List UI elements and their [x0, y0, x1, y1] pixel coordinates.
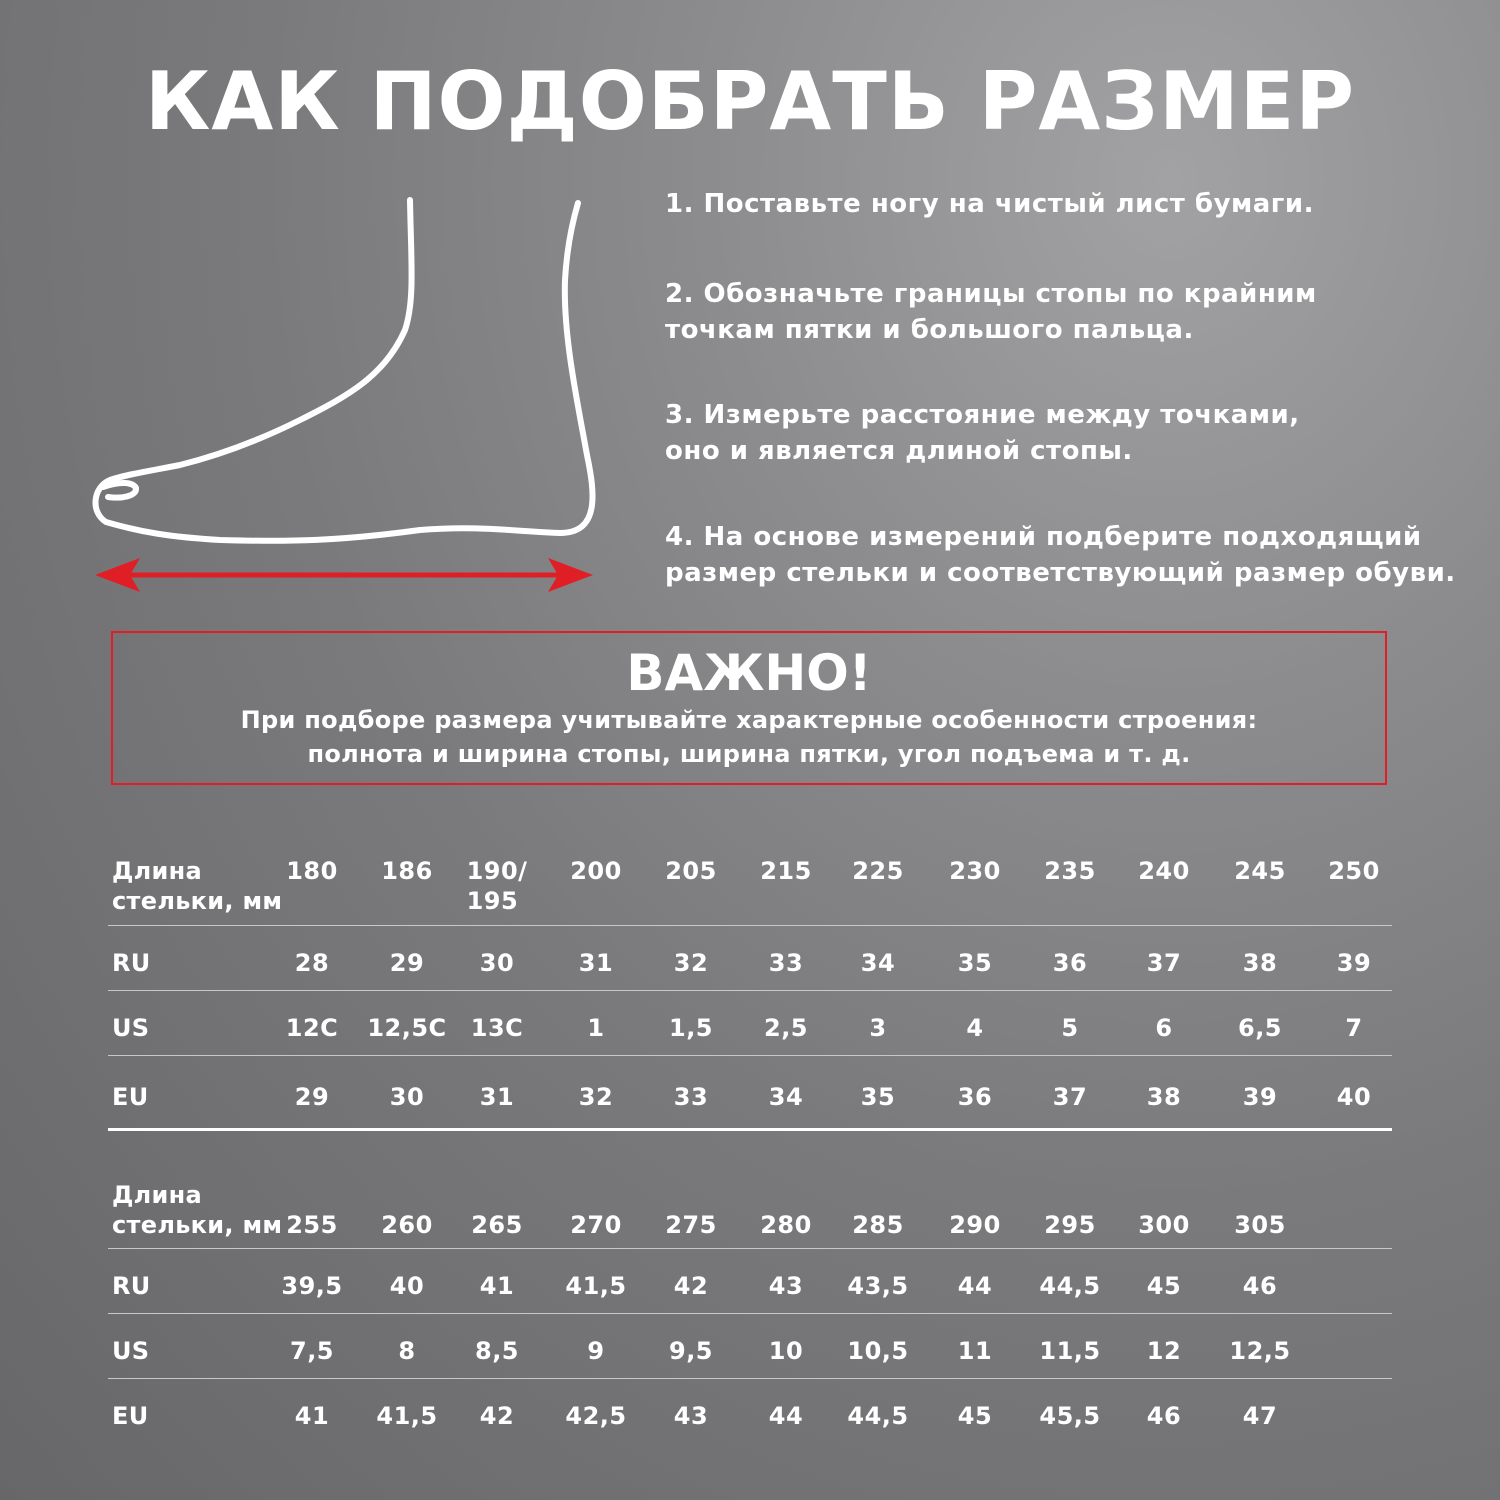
row-label-line: EU — [112, 1402, 149, 1430]
table-cell: 186 — [381, 857, 433, 885]
step-1-line-1: 1. Поставьте ногу на чистый лист бумаги. — [665, 189, 1314, 219]
table-cell: 200 — [570, 857, 622, 885]
important-line-1: При подборе размера учитывайте характерные особенности строения: — [240, 706, 1258, 734]
table-cell: 1 — [587, 1014, 605, 1042]
table-cell: 42 — [673, 1272, 709, 1300]
table-cell: 34 — [768, 1083, 804, 1111]
table-cell: 43 — [768, 1272, 804, 1300]
row-label — [112, 856, 282, 916]
table-cell: 215 — [760, 857, 812, 885]
table-cell: 42 — [479, 1402, 515, 1430]
table-cell: 1,5 — [668, 1014, 714, 1042]
table-cell: 35 — [957, 949, 993, 977]
table-cell: 29 — [294, 1083, 330, 1111]
table-cell: 44 — [768, 1402, 804, 1430]
table-cell: 290 — [949, 1211, 1001, 1239]
table-cell: 37 — [1146, 949, 1182, 977]
table-cell: 11 — [957, 1337, 993, 1365]
table-cell: 34 — [860, 949, 896, 977]
table-cell: 10 — [768, 1337, 804, 1365]
table-cell: 295 — [1044, 1211, 1096, 1239]
step-2-line-2: точкам пятки и большого пальца. — [665, 315, 1194, 345]
row-label-line: US — [112, 1337, 150, 1365]
table-cell: 280 — [760, 1211, 812, 1239]
row-label — [112, 1401, 148, 1431]
table-cell: 5 — [1061, 1014, 1079, 1042]
instruction-step-2 — [665, 276, 1465, 348]
table-cell: 260 — [381, 1211, 433, 1239]
table-cell: 43,5 — [847, 1272, 909, 1300]
important-heading: ВАЖНО! — [626, 644, 872, 702]
row-label — [112, 948, 151, 978]
table-cell: 235 — [1044, 857, 1096, 885]
table-cell: 44,5 — [847, 1402, 909, 1430]
table-cell: 7,5 — [289, 1337, 335, 1365]
row-label-line: RU — [112, 1272, 151, 1300]
table-cell: 190/ 195 — [466, 857, 528, 915]
row-label-line: Длина — [112, 1181, 203, 1209]
step-4-line-2: размер стельки и соответствующий размер обуви. — [665, 558, 1456, 588]
table-cell: 36 — [957, 1083, 993, 1111]
instruction-step-3 — [665, 397, 1465, 469]
table-cell: 39 — [1336, 949, 1372, 977]
table-row — [108, 1170, 1392, 1249]
instruction-step-1 — [665, 186, 1465, 222]
table-cell: 30 — [389, 1083, 425, 1111]
row-label-line: стельки, мм — [112, 887, 283, 915]
table-cell: 9,5 — [668, 1337, 714, 1365]
table-cell: 33 — [768, 949, 804, 977]
table-cell: 40 — [1336, 1083, 1372, 1111]
table-cell: 270 — [570, 1211, 622, 1239]
table-cell: 6,5 — [1237, 1014, 1283, 1042]
table-cell: 41,5 — [376, 1402, 438, 1430]
row-label — [112, 1013, 149, 1043]
table-row — [108, 1056, 1392, 1131]
table-cell: 45,5 — [1039, 1402, 1101, 1430]
table-cell: 13С — [470, 1014, 524, 1042]
table-cell: 44 — [957, 1272, 993, 1300]
table-cell: 9 — [587, 1337, 605, 1365]
table-cell: 39 — [1242, 1083, 1278, 1111]
table-cell: 44,5 — [1039, 1272, 1101, 1300]
table-cell: 31 — [479, 1083, 515, 1111]
table-cell: 45 — [1146, 1272, 1182, 1300]
table-cell: 41,5 — [565, 1272, 627, 1300]
table-cell: 12С — [285, 1014, 339, 1042]
row-label — [112, 1271, 151, 1301]
table-cell: 240 — [1138, 857, 1190, 885]
table-row — [108, 1249, 1392, 1314]
important-notice-box — [111, 631, 1387, 785]
table-cell: 38 — [1242, 949, 1278, 977]
table-cell: 8,5 — [474, 1337, 520, 1365]
step-4-line-1: 4. На основе измерений подберите подходящий — [665, 522, 1422, 552]
table-cell: 3 — [869, 1014, 887, 1042]
step-3-line-2: оно и является длиной стопы. — [665, 436, 1133, 466]
table-cell: 45 — [957, 1402, 993, 1430]
table-cell: 10,5 — [847, 1337, 909, 1365]
table-cell: 29 — [389, 949, 425, 977]
row-label-line: Длина — [112, 857, 203, 885]
table-cell: 30 — [479, 949, 515, 977]
table-cell: 265 — [471, 1211, 523, 1239]
table-cell: 205 — [665, 857, 717, 885]
table-cell: 40 — [389, 1272, 425, 1300]
table-cell: 285 — [852, 1211, 904, 1239]
table-cell: 255 — [286, 1211, 338, 1239]
row-label-line: US — [112, 1014, 150, 1042]
step-3-line-1: 3. Измерьте расстояние между точками, — [665, 400, 1300, 430]
table-cell: 12,5С — [367, 1014, 447, 1042]
table-cell: 245 — [1234, 857, 1286, 885]
table-cell: 12 — [1146, 1337, 1182, 1365]
table-cell: 39,5 — [281, 1272, 343, 1300]
row-label — [112, 1336, 149, 1366]
row-label — [112, 1082, 148, 1112]
table-cell: 31 — [578, 949, 614, 977]
table-row — [108, 991, 1392, 1056]
table-cell: 42,5 — [565, 1402, 627, 1430]
table-cell: 300 — [1138, 1211, 1190, 1239]
table-cell: 8 — [398, 1337, 416, 1365]
table-cell: 28 — [294, 949, 330, 977]
row-label-line: стельки, мм — [112, 1211, 283, 1239]
table-cell: 41 — [294, 1402, 330, 1430]
table-cell: 33 — [673, 1083, 709, 1111]
table-cell: 36 — [1052, 949, 1088, 977]
table-cell: 250 — [1328, 857, 1380, 885]
table-cell: 37 — [1052, 1083, 1088, 1111]
foot-outline-icon — [95, 200, 592, 541]
table-cell: 7 — [1345, 1014, 1363, 1042]
row-label — [112, 1180, 282, 1240]
table-cell: 4 — [966, 1014, 984, 1042]
row-label-line: RU — [112, 949, 151, 977]
table-cell: 12,5 — [1229, 1337, 1291, 1365]
table-cell: 47 — [1242, 1402, 1278, 1430]
table-cell: 2,5 — [763, 1014, 809, 1042]
table-cell: 32 — [578, 1083, 614, 1111]
table-cell: 46 — [1242, 1272, 1278, 1300]
table-row — [108, 926, 1392, 991]
important-line-2: полнота и ширина стопы, ширина пятки, угол подъема и т. д. — [307, 740, 1191, 768]
table-cell: 41 — [479, 1272, 515, 1300]
size-table-2 — [108, 1170, 1392, 1443]
table-row — [108, 1379, 1392, 1443]
page-title: КАК ПОДОБРАТЬ РАЗМЕР — [145, 55, 1355, 148]
table-cell: 6 — [1155, 1014, 1173, 1042]
table-cell: 11,5 — [1039, 1337, 1101, 1365]
instruction-step-4 — [665, 519, 1465, 591]
step-2-line-1: 2. Обозначьте границы стопы по крайним — [665, 279, 1317, 309]
table-cell: 180 — [286, 857, 338, 885]
table-cell: 46 — [1146, 1402, 1182, 1430]
table-cell: 305 — [1234, 1211, 1286, 1239]
size-table-1 — [108, 848, 1392, 1131]
row-label-line: EU — [112, 1083, 149, 1111]
table-row — [108, 848, 1392, 926]
table-row — [108, 1314, 1392, 1379]
table-cell: 230 — [949, 857, 1001, 885]
table-cell: 43 — [673, 1402, 709, 1430]
table-cell: 225 — [852, 857, 904, 885]
table-cell: 38 — [1146, 1083, 1182, 1111]
table-cell: 35 — [860, 1083, 896, 1111]
table-cell: 32 — [673, 949, 709, 977]
double-arrow-icon — [95, 558, 593, 592]
table-cell: 275 — [665, 1211, 717, 1239]
